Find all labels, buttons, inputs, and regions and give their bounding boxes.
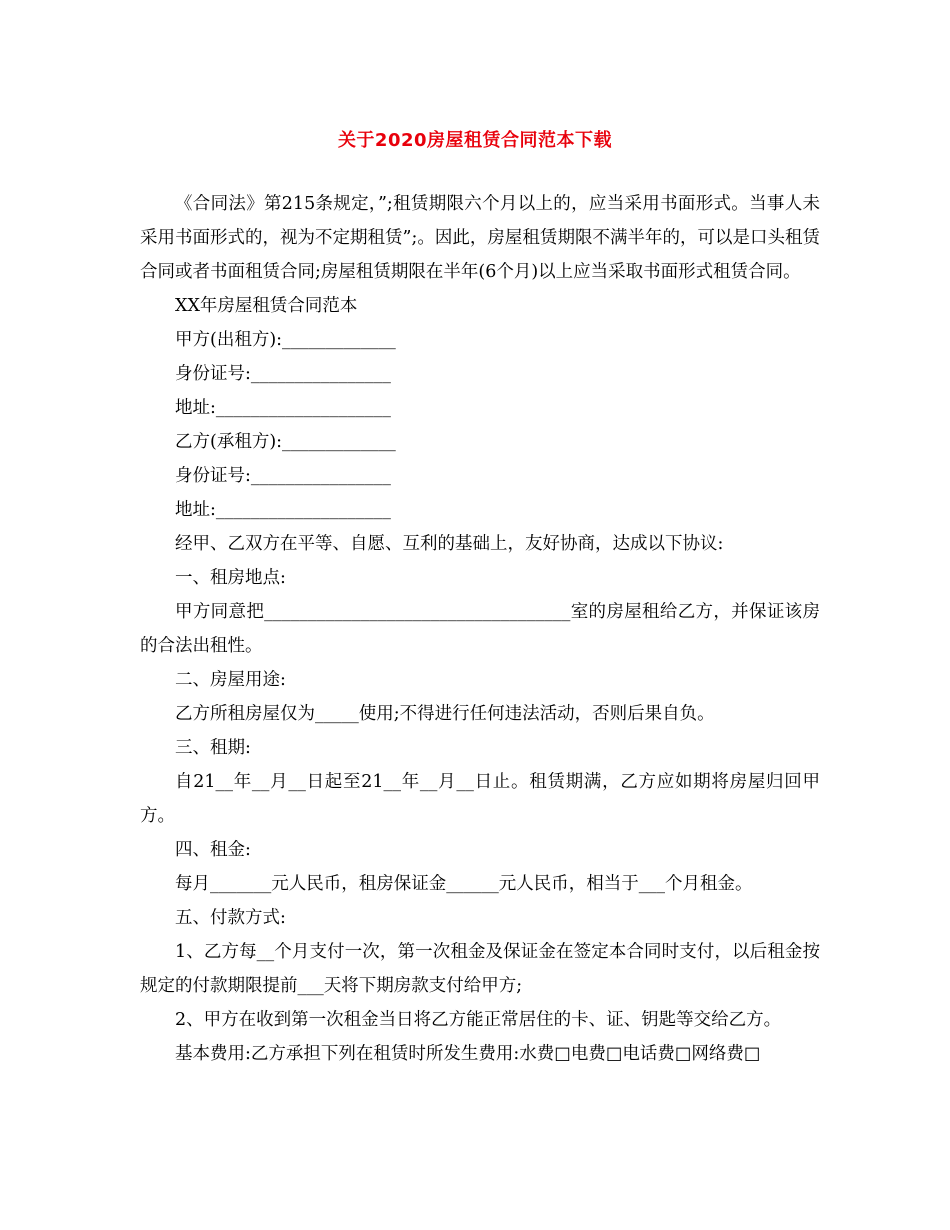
paragraph-payment-1: 1、乙方每__个月支付一次，第一次租金及保证金在签定本合同时支付，以后租金按规定的付款期限提前___天将下期房款支付给甲方; xyxy=(140,942,820,996)
paragraph-basic-fees: 基本费用:乙方承担下列在租赁时所发生费用:水费□电费□电话费□网络费□ xyxy=(175,1044,761,1064)
section-heading-term: 三、租期: xyxy=(175,738,251,758)
paragraph-usage: 乙方所租房屋仅为_____使用;不得进行任何违法活动，否则后果自负。 xyxy=(175,704,715,724)
section-heading-payment: 五、付款方式: xyxy=(175,908,286,928)
paragraph-party-a-address: 地址:____________________ xyxy=(175,398,391,418)
paragraph-party-a: 甲方(出租方):_____________ xyxy=(175,330,396,350)
section-heading-location: 一、租房地点: xyxy=(175,568,286,588)
section-heading-rent: 四、租金: xyxy=(175,840,251,860)
paragraph-payment-2: 2、甲方在收到第一次租金当日将乙方能正常居住的卡、证、钥匙等交给乙方。 xyxy=(175,1010,782,1030)
paragraph-location: 甲方同意把___________________________________室的房屋租给乙方，并保证该房的合法出租性。 xyxy=(140,602,820,656)
paragraph-party-b-address: 地址:____________________ xyxy=(175,500,391,520)
paragraph-agreement: 经甲、乙双方在平等、自愿、互利的基础上，友好协商，达成以下协议: xyxy=(175,534,724,554)
paragraph-intro: 《合同法》第215条规定，”;租赁期限六个月以上的，应当采用书面形式。当事人未采用书面形式的，视为不定期租赁”;。因此，房屋租赁期限不满半年的，可以是口头租赁合同或者书面租赁合同;房屋租赁期限在半年(6个月)以上应当采取书面形式租赁合同。 xyxy=(140,194,820,282)
paragraph-party-b: 乙方(承租方):_____________ xyxy=(175,432,396,452)
paragraph-rent: 每月_______元人民币，租房保证金______元人民币，相当于___个月租金。 xyxy=(175,874,753,894)
section-heading-usage: 二、房屋用途: xyxy=(175,670,286,690)
paragraph-party-b-id: 身份证号:________________ xyxy=(175,466,391,486)
document-body xyxy=(140,187,820,1071)
document-title: 关于2020房屋租赁合同范本下载 xyxy=(337,130,613,151)
paragraph-party-a-id: 身份证号:________________ xyxy=(175,364,391,384)
paragraph-contract-heading: XX年房屋租赁合同范本 xyxy=(175,296,358,316)
paragraph-term: 自21__年__月__日起至21__年__月__日止。租赁期满，乙方应如期将房屋归回甲方。 xyxy=(140,772,820,826)
